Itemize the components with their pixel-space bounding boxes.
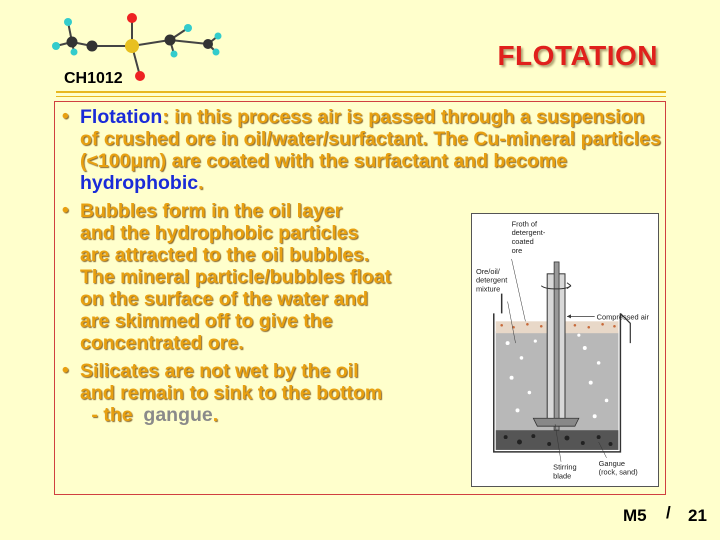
divider [56, 91, 666, 93]
label-froth: detergent- [511, 228, 546, 238]
label-compressed-air: Compressed air [596, 312, 649, 322]
bullet-line: are skimmed off to give the [80, 310, 333, 332]
flotation-cell-diagram [471, 213, 659, 487]
bullet-line: The mineral particle/bubbles float [80, 266, 391, 288]
label-mixture: Ore/oil/ [475, 266, 500, 276]
label-froth: ore [511, 246, 523, 256]
bullet-end: . [212, 404, 219, 426]
bullet-prefix: - the [86, 404, 144, 426]
footer-separator: / [666, 503, 671, 522]
course-code: CH1012 [64, 70, 123, 87]
label-mixture: mixture [475, 284, 501, 294]
bullet-text: : in this process air is passed through a suspension of crushed ore in oil/water/surfactant. The Cu-mineral particles (<100μm) are coated with the surfactant and become [80, 106, 661, 172]
bullet-line: on the surface of the water and [80, 288, 369, 310]
label-gangue: (rock, sand) [598, 467, 638, 477]
term-flotation: Flotation [80, 106, 163, 128]
page-title: FLOTATION [497, 40, 658, 71]
gangue-layer [496, 430, 619, 450]
label-froth: Froth of [511, 219, 538, 229]
bullet-dot-icon: • [62, 106, 69, 127]
term-hydrophobic: hydrophobic [80, 172, 199, 194]
stirring-blade [533, 418, 579, 426]
bullet-line: are attracted to the oil bubbles. [80, 244, 370, 266]
bullet-line: Bubbles form in the oil layer [80, 200, 343, 222]
divider [56, 96, 666, 97]
bullet-line: and remain to sink to the bottom [80, 382, 383, 404]
bullet-flotation [62, 106, 662, 194]
bullet-dot-icon: • [62, 200, 69, 221]
label-mixture: detergent [475, 275, 508, 285]
label-stirring-blade: blade [553, 471, 572, 481]
shaft [554, 262, 559, 430]
bullet-line [80, 404, 466, 426]
term-gangue: gangue [143, 404, 213, 426]
bullet-line: Silicates are not wet by the oil [80, 360, 359, 382]
section-label: M5 [623, 506, 647, 525]
page-number: 21 [688, 506, 707, 525]
bullet-dot-icon: • [62, 360, 69, 381]
label-stirring-blade: Stirring [553, 462, 577, 472]
bullet-line: and the hydrophobic particles [80, 222, 359, 244]
label-froth: coated [511, 237, 534, 247]
bullet-line: concentrated ore. [80, 332, 244, 354]
bullet-end: . [198, 172, 204, 194]
label-gangue: Gangue [598, 458, 625, 468]
